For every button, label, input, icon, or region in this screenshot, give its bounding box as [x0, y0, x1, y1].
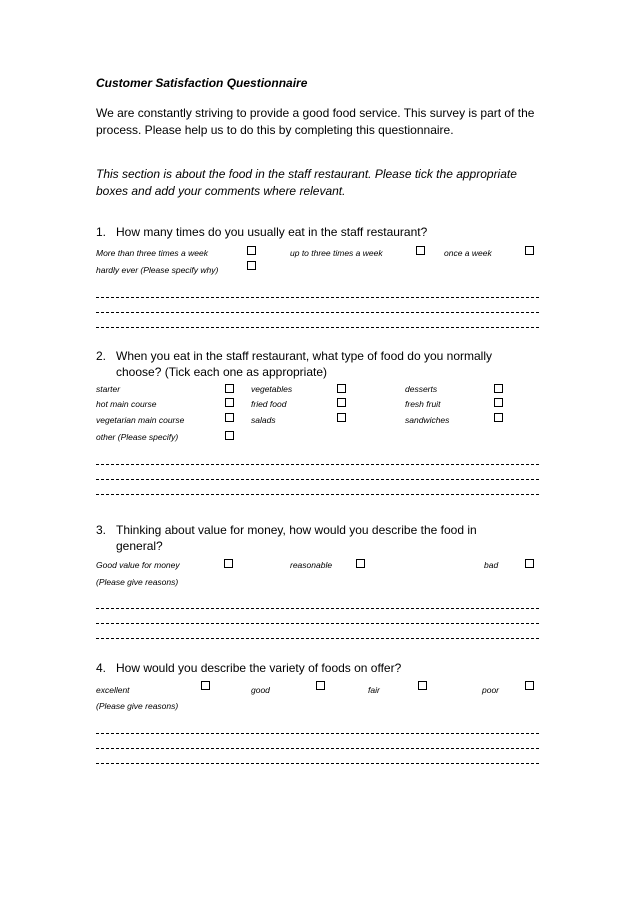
checkbox-q1-hardly-ever[interactable]: [247, 261, 256, 270]
option-label: up to three times a week: [290, 248, 383, 258]
checkbox-q2-fried-food[interactable]: [337, 398, 346, 407]
question-number: 4.: [96, 661, 107, 675]
question-2: [96, 348, 546, 380]
checkbox-q4-good[interactable]: [316, 681, 325, 690]
checkbox-q2-vegetarian[interactable]: [225, 413, 234, 422]
answer-line[interactable]: [96, 733, 539, 734]
option-label: good: [251, 685, 270, 695]
answer-line[interactable]: [96, 638, 539, 639]
question-text: How many times do you usually eat in the staff restaurant?: [116, 225, 428, 239]
option-label: starter: [96, 384, 121, 394]
option-label: other (Please specify): [96, 432, 179, 442]
question-number: 3.: [96, 523, 107, 537]
option-label: vegetarian main course: [96, 415, 185, 425]
option-label: Good value for money: [96, 560, 180, 570]
question-4: [96, 660, 546, 676]
checkbox-q1-more-than-three[interactable]: [247, 246, 256, 255]
option-label: bad: [484, 560, 499, 570]
question-3: [96, 522, 546, 554]
option-label: hot main course: [96, 399, 157, 409]
answer-line[interactable]: [96, 623, 539, 624]
question-text-continued: choose? (Tick each one as appropriate): [116, 365, 328, 379]
checkbox-q2-other[interactable]: [225, 431, 234, 440]
question-number: 2.: [96, 349, 107, 363]
question-text: Thinking about value for money, how would you describe the food in: [116, 523, 477, 537]
question-number: 1.: [96, 225, 107, 239]
reasons-label: (Please give reasons): [96, 701, 179, 711]
answer-line[interactable]: [96, 479, 539, 480]
checkbox-q2-vegetables[interactable]: [337, 384, 346, 393]
option-label: once a week: [444, 248, 492, 258]
checkbox-q4-poor[interactable]: [525, 681, 534, 690]
checkbox-q2-desserts[interactable]: [494, 384, 503, 393]
option-label: desserts: [405, 384, 438, 394]
option-label: More than three times a week: [96, 248, 208, 258]
option-label: hardly ever (Please specify why): [96, 265, 219, 275]
checkbox-q4-fair[interactable]: [418, 681, 427, 690]
page-title: Customer Satisfaction Questionnaire: [96, 76, 308, 90]
intro-paragraph: We are constantly striving to provide a good food service. This survey is part of the process. Please help us to do this by completing this questionnaire.: [96, 106, 535, 137]
question-1: [96, 224, 546, 240]
answer-line[interactable]: [96, 312, 539, 313]
section-intro: This section is about the food in the staff restaurant. Please tick the appropriate boxes and add your comments where relevant.: [96, 167, 517, 198]
option-label: poor: [482, 685, 500, 695]
option-label: reasonable: [290, 560, 333, 570]
answer-line[interactable]: [96, 297, 539, 298]
answer-line[interactable]: [96, 327, 539, 328]
checkbox-q3-good-value[interactable]: [224, 559, 233, 568]
answer-line[interactable]: [96, 748, 539, 749]
option-label: salads: [251, 415, 276, 425]
reasons-label: (Please give reasons): [96, 577, 179, 587]
question-text: How would you describe the variety of foods on offer?: [116, 661, 402, 675]
question-text: When you eat in the staff restaurant, what type of food do you normally: [116, 349, 492, 363]
answer-line[interactable]: [96, 464, 539, 465]
checkbox-q2-hot-main[interactable]: [225, 398, 234, 407]
option-label: excellent: [96, 685, 130, 695]
answer-line[interactable]: [96, 494, 539, 495]
checkbox-q2-sandwiches[interactable]: [494, 413, 503, 422]
checkbox-q2-salads[interactable]: [337, 413, 346, 422]
option-label: sandwiches: [405, 415, 450, 425]
checkbox-q3-bad[interactable]: [525, 559, 534, 568]
checkbox-q1-up-to-three[interactable]: [416, 246, 425, 255]
checkbox-q3-reasonable[interactable]: [356, 559, 365, 568]
answer-line[interactable]: [96, 608, 539, 609]
option-label: fried food: [251, 399, 287, 409]
checkbox-q4-excellent[interactable]: [201, 681, 210, 690]
option-label: fresh fruit: [405, 399, 441, 409]
answer-line[interactable]: [96, 763, 539, 764]
question-text-continued: general?: [116, 539, 163, 553]
checkbox-q2-starter[interactable]: [225, 384, 234, 393]
checkbox-q1-once[interactable]: [525, 246, 534, 255]
checkbox-q2-fresh-fruit[interactable]: [494, 398, 503, 407]
option-label: vegetables: [251, 384, 293, 394]
option-label: fair: [368, 685, 380, 695]
